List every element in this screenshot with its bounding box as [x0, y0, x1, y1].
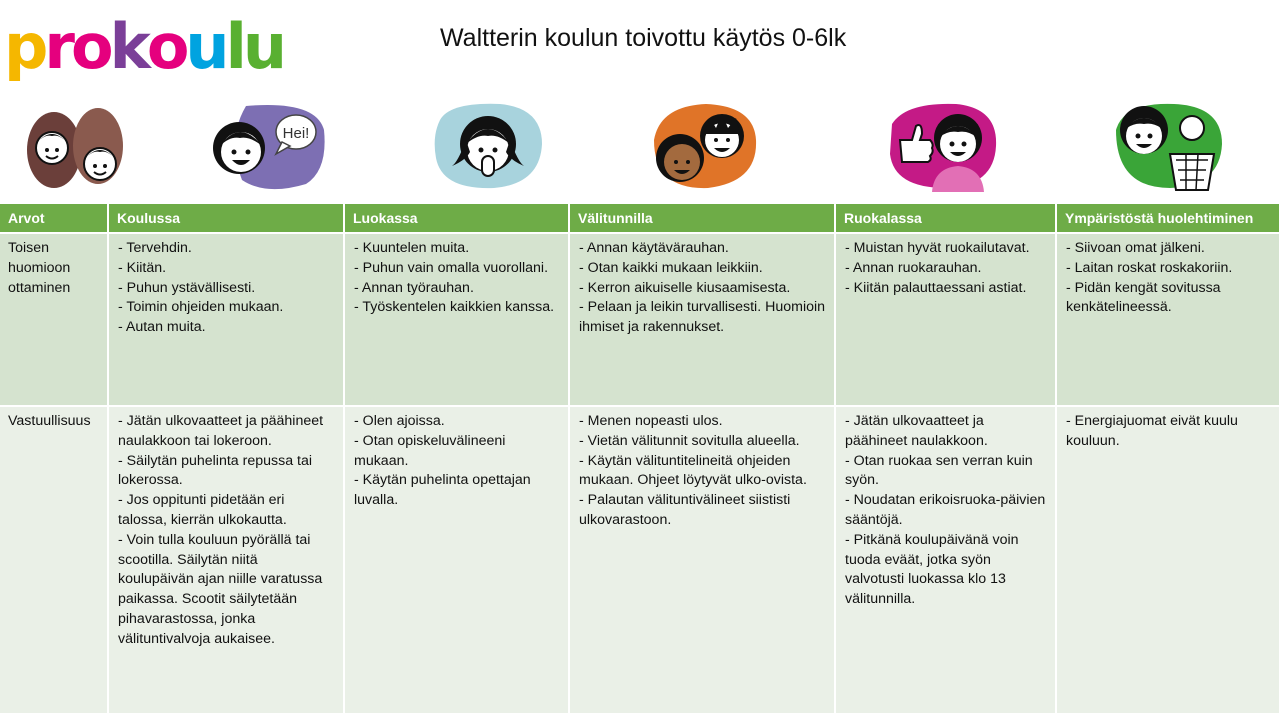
- table-cell: - Energiajuomat eivät kuulu kouluun.: [1056, 406, 1280, 713]
- footprints-icon: [24, 100, 126, 196]
- logo-letter-r: r: [44, 10, 71, 83]
- speech-bubble-text: Hei!: [282, 125, 310, 142]
- table-cell: - Annan käytävärauhan. - Otan kaikki mukaan leikkiin. - Kerron aikuiselle kiusaamisesta. - Pelaan ja leikin turvallisesti. Huomioin ihmiset ja rakennukset.: [569, 233, 835, 406]
- table-cell: - Menen nopeasti ulos. - Vietän välitunnit sovitulla alueella. - Käytän välituntitelineitä ohjeiden mukaan. Ohjeet löytyvät ulko-ovista. - Palautan välituntivälineet siististi ulkovarastoon.: [569, 406, 835, 713]
- header-valitunnilla: Välitunnilla: [569, 204, 835, 233]
- value-cell: Toisen huomioon ottaminen: [0, 233, 108, 406]
- value-cell: Vastuullisuus: [0, 406, 108, 713]
- logo-letter-o: o: [70, 10, 110, 83]
- behavior-table: [0, 204, 1280, 713]
- table-row: [0, 233, 1280, 406]
- logo-letter-l: l: [225, 10, 243, 83]
- table-cell: - Tervehdin. - Kiitän. - Puhun ystävällisesti. - Toimin ohjeiden mukaan. - Autan muita.: [108, 233, 344, 406]
- page-title: Waltterin koulun toivottu käytös 0-6lk: [440, 24, 847, 52]
- table-cell: - Muistan hyvät ruokailutavat. - Annan ruokarauhan. - Kiitän palauttaessani astiat.: [835, 233, 1056, 406]
- header-luokassa: Luokassa: [344, 204, 569, 233]
- quiet-girl-icon: [430, 100, 546, 192]
- prokoulu-logo: [4, 2, 283, 83]
- logo-letter-u: u: [185, 10, 226, 83]
- header-ymparisto: Ympäristöstä huolehtiminen: [1056, 204, 1280, 233]
- logo-letter-k: k: [109, 10, 147, 83]
- logo-letter-p: p: [4, 10, 45, 83]
- table-cell: - Siivoan omat jälkeni. - Laitan roskat roskakoriin. - Pidän kengät sovitussa kenkätelineessä.: [1056, 233, 1280, 406]
- greeting-girl-icon: [206, 100, 328, 192]
- logo-letter-u2: u: [242, 10, 283, 83]
- table-cell: - Kuuntelen muita. - Puhun vain omalla vuorollani. - Annan työrauhan. - Työskentelen kaikkien kanssa.: [344, 233, 569, 406]
- table-cell: - Jätän ulkovaatteet ja päähineet naulakkoon tai lokeroon. - Säilytän puhelinta repussa tai lokerossa. - Jos oppitunti pidetään eri talossa, kierrän ulkokautta. - Voin tulla kouluun pyörällä tai scootilla. Säilytän niitä koulupäivän ajan niille varatussa paikassa. Scootit säilytetään pihavarastossa, jonka välituntivalvoja aukaisee.: [108, 406, 344, 713]
- table-row: [0, 406, 1280, 713]
- icon-row: [0, 100, 1280, 196]
- table-cell: - Olen ajoissa. - Otan opiskeluvälineeni mukaan. - Käytän puhelinta opettajan luvalla.: [344, 406, 569, 713]
- table-header-row: [0, 204, 1280, 233]
- logo-letter-o2: o: [146, 10, 186, 83]
- thumbs-up-girl-icon: [886, 100, 1000, 192]
- two-kids-icon: [646, 100, 760, 192]
- header-arvot: Arvot: [0, 204, 108, 233]
- header-koulussa: Koulussa: [108, 204, 344, 233]
- recycling-kid-icon: [1110, 100, 1226, 192]
- header-ruokalassa: Ruokalassa: [835, 204, 1056, 233]
- table-cell: - Jätän ulkovaatteet ja päähineet naulakkoon. - Otan ruokaa sen verran kuin syön. - Noudatan erikoisruoka-päivien sääntöjä. - Pitkänä koulupäivänä voin tuoda eväät, jotka syön valvotusti luokassa klo 13 välitunnilla.: [835, 406, 1056, 713]
